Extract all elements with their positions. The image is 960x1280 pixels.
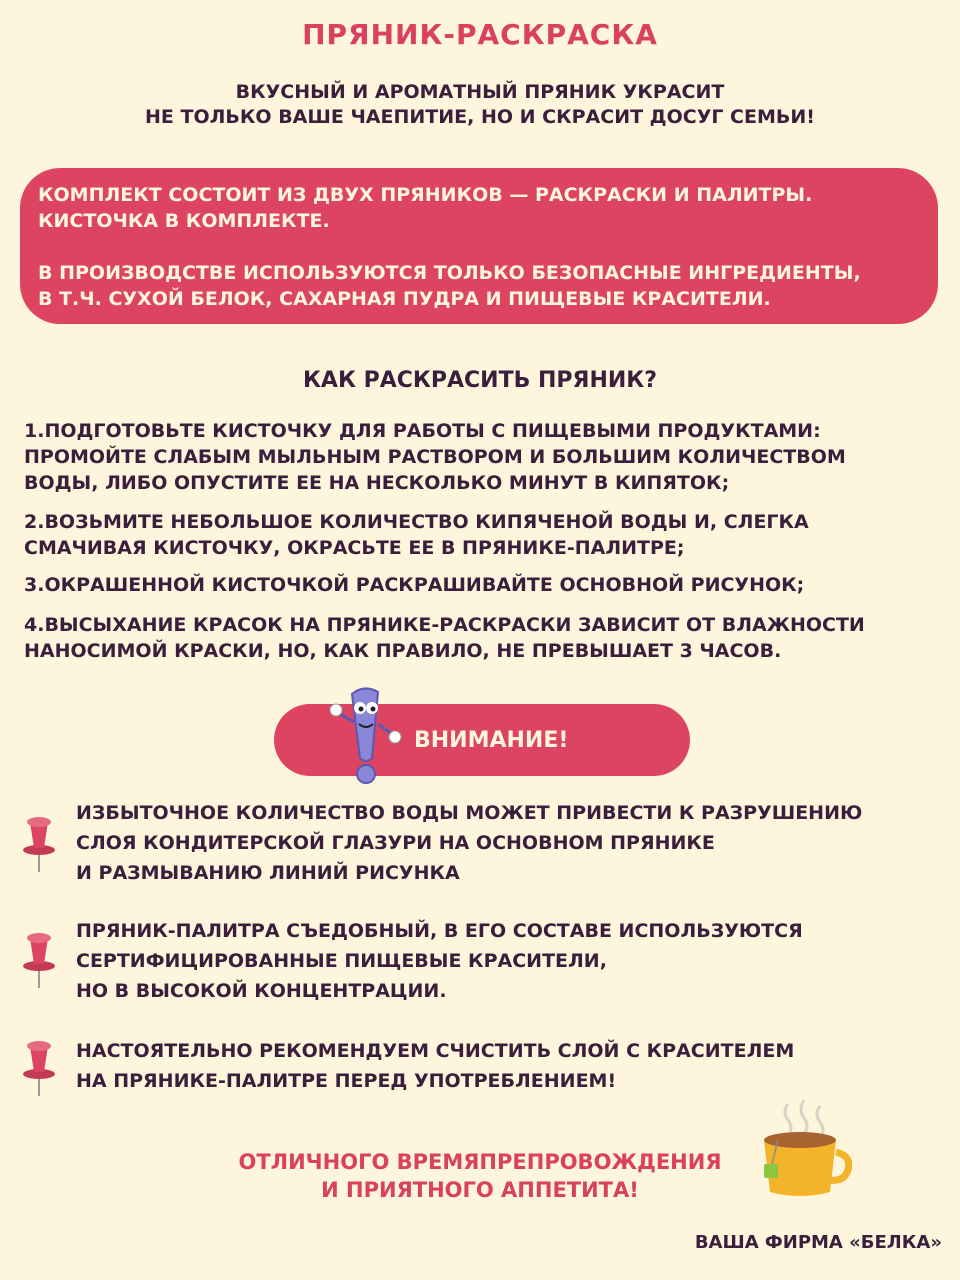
step-line: 3.ОКРАШЕННОЙ КИСТОЧКОЙ РАСКРАШИВАЙТЕ ОСНОВНОЙ РИСУНОК; bbox=[24, 574, 805, 596]
closing-message bbox=[180, 1148, 780, 1204]
step-line: НАНОСИМОЙ КРАСКИ, НО, КАК ПРАВИЛО, НЕ ПРЕВЫШАЕТ 3 ЧАСОВ. bbox=[24, 640, 782, 662]
push-pin-icon bbox=[16, 928, 62, 990]
warning-line: НО В ВЫСОКОЙ КОНЦЕНТРАЦИИ. bbox=[76, 980, 447, 1002]
step-2 bbox=[24, 509, 944, 561]
warning-line: СЕРТИФИЦИРОВАННЫЕ ПИЩЕВЫЕ КРАСИТЕЛИ, bbox=[76, 950, 607, 972]
warning-line: СЛОЯ КОНДИТЕРСКОЙ ГЛАЗУРИ НА ОСНОВНОМ ПРЯНИКЕ bbox=[76, 832, 715, 854]
info-line: КОМПЛЕКТ СОСТОИТ ИЗ ДВУХ ПРЯНИКОВ — РАСКРАСКИ И ПАЛИТРЫ. bbox=[38, 184, 813, 206]
tea-cup-icon bbox=[752, 1100, 852, 1200]
step-3 bbox=[24, 572, 944, 598]
attention-label: ВНИМАНИЕ! bbox=[414, 728, 569, 753]
subtitle-line: ВКУСНЫЙ И АРОМАТНЫЙ ПРЯНИК УКРАСИТ bbox=[235, 81, 725, 103]
warning-line: НАСТОЯТЕЛЬНО РЕКОМЕНДУЕМ СЧИСТИТЬ СЛОЙ С КРАСИТЕЛЕМ bbox=[76, 1040, 795, 1062]
exclamation-mascot-icon bbox=[322, 680, 406, 790]
info-line: КИСТОЧКА В КОМПЛЕКТЕ. bbox=[38, 210, 330, 232]
warning-line: И РАЗМЫВАНИЮ ЛИНИЙ РИСУНКА bbox=[76, 862, 460, 884]
warning-line: ИЗБЫТОЧНОЕ КОЛИЧЕСТВО ВОДЫ МОЖЕТ ПРИВЕСТИ К РАЗРУШЕНИЮ bbox=[76, 802, 863, 824]
push-pin-icon bbox=[16, 1036, 62, 1098]
how-to-title: КАК РАСКРАСИТЬ ПРЯНИК? bbox=[302, 368, 658, 393]
info-box bbox=[20, 168, 938, 324]
step-1 bbox=[24, 418, 944, 496]
info-line: В ПРОИЗВОДСТВЕ ИСПОЛЬЗУЮТСЯ ТОЛЬКО БЕЗОПАСНЫЕ ИНГРЕДИЕНТЫ, bbox=[38, 262, 861, 284]
step-line: СМАЧИВАЯ КИСТОЧКУ, ОКРАСЬТЕ ЕЕ В ПРЯНИКЕ-ПАЛИТРЕ; bbox=[24, 537, 685, 559]
step-line: 2.ВОЗЬМИТЕ НЕБОЛЬШОЕ КОЛИЧЕСТВО КИПЯЧЕНОЙ ВОДЫ И, СЛЕГКА bbox=[24, 511, 809, 533]
warning-line: ПРЯНИК-ПАЛИТРА СЪЕДОБНЫЙ, В ЕГО СОСТАВЕ ИСПОЛЬЗУЮТСЯ bbox=[76, 920, 803, 942]
step-line: 4.ВЫСЫХАНИЕ КРАСОК НА ПРЯНИКЕ-РАСКРАСКИ ЗАВИСИТ ОТ ВЛАЖНОСТИ bbox=[24, 614, 865, 636]
warning-2 bbox=[76, 916, 803, 1006]
company-signature: ВАША ФИРМА «БЕЛКА» bbox=[694, 1232, 942, 1253]
subtitle bbox=[0, 80, 960, 130]
warning-1 bbox=[76, 798, 862, 888]
closing-line: ОТЛИЧНОГО ВРЕМЯПРЕПРОВОЖДЕНИЯ bbox=[238, 1150, 722, 1174]
step-line: 1.ПОДГОТОВЬТЕ КИСТОЧКУ ДЛЯ РАБОТЫ С ПИЩЕВЫМИ ПРОДУКТАМИ: bbox=[24, 420, 821, 442]
step-line: ПРОМОЙТЕ СЛАБЫМ МЫЛЬНЫМ РАСТВОРОМ И БОЛЬШИМ КОЛИЧЕСТВОМ bbox=[24, 446, 846, 468]
step-line: ВОДЫ, ЛИБО ОПУСТИТЕ ЕЕ НА НЕСКОЛЬКО МИНУТ В КИПЯТОК; bbox=[24, 472, 730, 494]
warning-line: НА ПРЯНИКЕ-ПАЛИТРЕ ПЕРЕД УПОТРЕБЛЕНИЕМ! bbox=[76, 1070, 617, 1092]
step-4 bbox=[24, 612, 944, 664]
push-pin-icon bbox=[16, 812, 62, 874]
closing-line: И ПРИЯТНОГО АППЕТИТА! bbox=[321, 1178, 639, 1202]
info-line: В Т.Ч. СУХОЙ БЕЛОК, САХАРНАЯ ПУДРА И ПИЩЕВЫЕ КРАСИТЕЛИ. bbox=[38, 288, 771, 310]
subtitle-line: НЕ ТОЛЬКО ВАШЕ ЧАЕПИТИЕ, НО И СКРАСИТ ДОСУГ СЕМЬИ! bbox=[145, 106, 815, 128]
page-title: ПРЯНИК-РАСКРАСКА bbox=[302, 18, 658, 51]
warning-3 bbox=[76, 1036, 794, 1096]
